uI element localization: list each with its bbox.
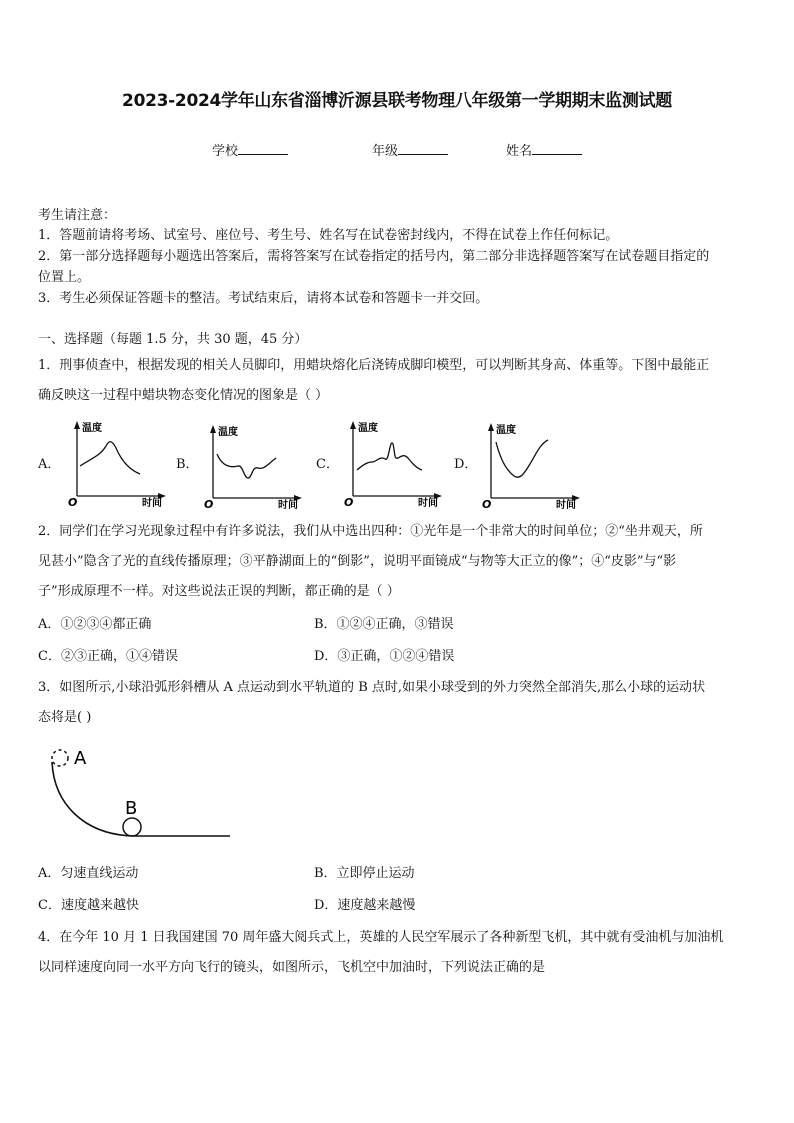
q3-line-1: 3．如图所示,小球沿弧形斜槽从 A 点运动到水平轨道的 B 点时,如果小球受到的外力突然全部消失,那么小球的运动状 <box>38 680 706 695</box>
school-blank[interactable] <box>238 142 288 155</box>
q1-graph-b-xlabel: 时间 <box>278 500 298 510</box>
notice-item-2: 2．第一部分选择题每小题选出答案后，需将答案写在试卷指定的括号内，第二部分非选择题答案写在试卷题目指定的 <box>38 249 710 264</box>
notice-item-1: 1．答题前请将考场、试室号、座位号、考生号、姓名写在试卷密封线内，不得在试卷上作任何标记。 <box>38 228 619 243</box>
ball-at-a <box>52 750 68 766</box>
q1-graph-a-ylabel: 温度 <box>82 423 102 434</box>
grade-field[interactable] <box>372 140 448 159</box>
q1-graph-d-ylabel: 温度 <box>496 425 516 436</box>
q1-graph-d-origin: O <box>482 498 492 510</box>
q2-line-2: 见甚小”隐含了光的直线传播原理；③平静湖面上的“倒影”，说明平面镜成“与物等大正立的像”；④“皮影”与“影 <box>38 554 677 569</box>
school-field[interactable] <box>212 140 288 159</box>
q3-diagram <box>40 742 240 842</box>
q4-line-1: 4．在今年 10 月 1 日我国建国 70 周年盛大阅兵式上，英雄的人民空军展示了各种新型飞机，其中就有受油机与加油机 <box>38 930 724 945</box>
q1-graph-d-xlabel: 时间 <box>556 500 576 510</box>
q1-graph-c-xlabel: 时间 <box>418 498 438 508</box>
grade-blank[interactable] <box>398 142 448 155</box>
q2-option-d[interactable]: D．③正确，①②④错误 <box>314 649 455 664</box>
q4-line-2: 以同样速度向同一水平方向飞行的镜头，如图所示，飞机空中加油时，下列说法正确的是 <box>38 960 546 975</box>
school-label: 学校 <box>212 144 239 159</box>
q1-graph-a <box>64 418 168 508</box>
q3-option-d[interactable]: D．速度越来越慢 <box>314 898 416 913</box>
q3-option-c[interactable]: C．速度越来越快 <box>38 898 139 913</box>
q2-line-3: 子”形成原理不一样。对这些说法正误的判断，都正确的是（ ） <box>38 584 400 599</box>
point-b-label: B <box>125 798 138 819</box>
q2-option-c[interactable]: C．②③正确，①④错误 <box>38 649 178 664</box>
q1-graph-a-xlabel: 时间 <box>142 498 162 508</box>
q1-line-1: 1．刑事侦查中，根据发现的相关人员脚印，用蜡块熔化后浇铸成脚印模型，可以判断其身高、体重等。下图中最能正 <box>38 358 710 373</box>
notice-item-2-cont: 位置上。 <box>38 270 91 285</box>
page-title: 2023-2024学年山东省淄博沂源县联考物理八年级第一学期期末监测试题 <box>122 91 672 111</box>
q1-graph-d <box>478 418 582 510</box>
q3-option-a[interactable]: A．匀速直线运动 <box>38 866 139 881</box>
name-label: 姓名 <box>506 144 533 159</box>
q3-option-b[interactable]: B．立即停止运动 <box>314 866 415 881</box>
ball-at-b <box>123 818 141 836</box>
q1-graph-b <box>200 418 304 510</box>
q2-option-b[interactable]: B．①②④正确，③错误 <box>314 617 454 632</box>
q1-option-d[interactable]: D． <box>454 457 478 472</box>
q1-graph-c <box>340 418 444 508</box>
notice-heading: 考生请注意： <box>38 208 117 223</box>
point-a-label: A <box>74 748 87 769</box>
q3-line-2: 态将是( ) <box>38 710 92 725</box>
q2-line-1: 2．同学们在学习光现象过程中有许多说法，我们从中选出四种：①光年是一个非常大的时间单位；②“坐井观天，所 <box>38 524 703 539</box>
q1-graph-c-ylabel: 温度 <box>358 423 378 434</box>
grade-label: 年级 <box>372 144 399 159</box>
name-blank[interactable] <box>532 142 582 155</box>
q1-graph-a-origin: O <box>68 496 78 508</box>
q1-graph-b-origin: O <box>204 498 214 510</box>
q1-graph-c-origin: O <box>344 496 354 508</box>
q1-option-b[interactable]: B． <box>176 457 199 472</box>
q1-graph-b-ylabel: 温度 <box>218 427 238 438</box>
q1-option-a[interactable]: A． <box>38 457 61 472</box>
section-heading: 一、选择题（每题 1.5 分，共 30 题，45 分） <box>38 332 308 347</box>
notice-item-3: 3．考生必须保证答题卡的整洁。考试结束后，请将本试卷和答题卡一并交回。 <box>38 291 489 306</box>
name-field[interactable] <box>506 140 582 159</box>
q1-option-c[interactable]: C． <box>316 457 339 472</box>
q2-option-a[interactable]: A．①②③④都正确 <box>38 617 152 632</box>
q1-line-2: 确反映这一过程中蜡块物态变化情况的图象是（ ） <box>38 388 329 403</box>
